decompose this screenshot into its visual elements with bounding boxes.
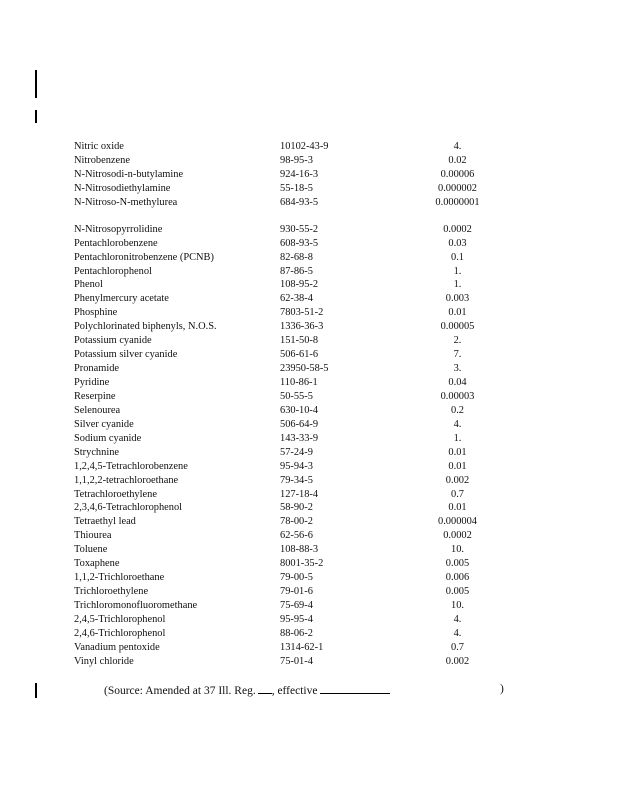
table-row — [74, 140, 514, 154]
concentration-value: 0.00003 — [440, 390, 475, 402]
table-row — [74, 446, 514, 460]
concentration-value: 4. — [453, 613, 462, 625]
cas-number: 1336-36-3 — [280, 321, 324, 333]
concentration-value: 10. — [451, 544, 464, 556]
cas-number: 57-24-9 — [280, 446, 313, 458]
chemical-name: Polychlorinated biphenyls, N.O.S. — [74, 321, 217, 333]
chemical-name: Silver cyanide — [74, 418, 134, 430]
table-row — [74, 529, 514, 543]
concentration-value: 0.2 — [451, 404, 464, 416]
chemical-name: Phenol — [74, 279, 103, 291]
revision-bar — [35, 70, 37, 98]
table-row — [74, 404, 514, 418]
table-row — [74, 585, 514, 599]
cas-number: 7803-51-2 — [280, 307, 324, 319]
cas-number: 110-86-1 — [280, 377, 318, 388]
table-row — [74, 292, 514, 306]
table-row — [74, 501, 514, 515]
table-row — [74, 154, 514, 168]
chemical-name: 1,1,2,2-tetrachloroethane — [74, 474, 179, 486]
table-row — [74, 278, 514, 292]
concentration-value: 0.003 — [445, 293, 470, 305]
table-row — [74, 641, 514, 655]
chemical-name: 1,1,2-Trichloroethane — [74, 572, 165, 584]
chemical-name: Phosphine — [74, 307, 118, 319]
table-row — [74, 306, 514, 320]
table-row — [74, 571, 514, 585]
concentration-value: 0.04 — [448, 377, 467, 388]
table-row — [74, 488, 514, 502]
cas-number: 108-95-2 — [280, 279, 319, 291]
table-row — [74, 599, 514, 613]
chemical-name: 1,2,4,5-Tetrachlorobenzene — [74, 460, 188, 472]
source-close: ) — [500, 683, 504, 695]
chemical-name: N-Nitroso-N-methylurea — [74, 196, 178, 208]
concentration-value: 0.01 — [448, 502, 467, 514]
cas-number: 630-10-4 — [280, 404, 319, 416]
table-row — [74, 251, 514, 265]
chemical-name: Nitric oxide — [74, 141, 124, 152]
chemical-name: Reserpine — [74, 390, 116, 402]
table-row — [74, 432, 514, 446]
concentration-value: 0.00006 — [440, 168, 475, 180]
table-row — [74, 515, 514, 529]
cas-number: 684-93-5 — [280, 196, 319, 208]
table-row — [74, 613, 514, 627]
chemical-name: Potassium silver cyanide — [74, 349, 178, 361]
cas-number: 95-94-3 — [280, 460, 313, 472]
table-row — [74, 237, 514, 251]
chemical-name: Pronamide — [74, 363, 120, 375]
chemical-name: Pentachlorophenol — [74, 265, 152, 277]
chemical-name: Strychnine — [74, 446, 120, 458]
cas-number: 23950-58-5 — [280, 363, 329, 375]
concentration-value: 0.7 — [451, 488, 464, 500]
cas-number: 79-00-5 — [280, 572, 313, 584]
cas-number: 75-01-4 — [280, 655, 313, 667]
chemical-name: Sodium cyanide — [74, 432, 142, 444]
source-note — [104, 683, 504, 697]
table-row — [74, 348, 514, 362]
concentration-value: 0.01 — [448, 446, 467, 458]
chemical-name: Thiourea — [74, 530, 112, 542]
cas-number: 78-00-2 — [280, 516, 313, 528]
chemical-name: Potassium cyanide — [74, 335, 152, 347]
source-effective: , effective — [271, 685, 318, 697]
chemical-name: Trichloromonofluoromethane — [74, 600, 198, 611]
table-row — [74, 320, 514, 334]
chemical-name: Selenourea — [74, 404, 121, 416]
table-row — [74, 543, 514, 557]
table-row — [74, 265, 514, 279]
concentration-value: 0.002 — [445, 655, 470, 667]
chemical-table — [74, 140, 514, 669]
chemical-name: Vinyl chloride — [74, 655, 134, 667]
chemical-name: Tetraethyl lead — [74, 516, 136, 528]
concentration-value: 0.005 — [445, 558, 470, 570]
chemical-name: Pentachlorobenzene — [74, 237, 158, 249]
cas-number: 55-18-5 — [280, 182, 313, 194]
register-page-blank — [258, 683, 272, 694]
concentration-value: 0.005 — [445, 586, 470, 598]
effective-date-blank — [320, 683, 390, 694]
cas-number: 87-86-5 — [280, 265, 313, 277]
cas-number: 75-69-4 — [280, 600, 313, 611]
chemical-name: Pentachloronitrobenzene (PCNB) — [74, 251, 214, 263]
concentration-value: 4. — [453, 418, 462, 430]
concentration-value: 10. — [451, 600, 464, 611]
cas-number: 79-01-6 — [280, 586, 313, 598]
chemical-name: N-Nitrosodiethylamine — [74, 182, 171, 194]
table-row — [74, 557, 514, 571]
cas-number: 10102-43-9 — [280, 141, 329, 152]
concentration-value: 0.7 — [451, 641, 464, 653]
concentration-value: 0.002 — [445, 474, 470, 486]
concentration-value: 1. — [453, 279, 462, 291]
concentration-value: 0.02 — [448, 154, 467, 166]
cas-number: 8001-35-2 — [280, 558, 324, 570]
concentration-value: 0.1 — [451, 251, 464, 263]
table-row — [74, 418, 514, 432]
chemical-name: Toluene — [74, 544, 108, 556]
cas-number: 1314-62-1 — [280, 641, 324, 653]
concentration-value: 7. — [453, 349, 462, 361]
chemical-name: 2,4,6-Trichlorophenol — [74, 627, 166, 639]
cas-number: 506-61-6 — [280, 349, 319, 361]
cas-number: 98-95-3 — [280, 154, 313, 166]
cas-number: 151-50-8 — [280, 335, 319, 347]
cas-number: 62-38-4 — [280, 293, 313, 305]
cas-number: 143-33-9 — [280, 432, 319, 444]
concentration-value: 0.00005 — [440, 321, 475, 333]
chemical-name: Vanadium pentoxide — [74, 641, 160, 653]
cas-number: 127-18-4 — [280, 488, 319, 500]
concentration-value: 0.000004 — [438, 516, 477, 528]
chemical-name: Phenylmercury acetate — [74, 293, 169, 305]
table-row — [74, 362, 514, 376]
concentration-value: 0.03 — [448, 237, 467, 249]
revision-bar — [35, 110, 37, 123]
row-spacer — [74, 210, 514, 223]
cas-number: 79-34-5 — [280, 474, 313, 486]
cas-number: 88-06-2 — [280, 627, 313, 639]
table-row — [74, 168, 514, 182]
cas-number: 82-68-8 — [280, 251, 313, 263]
table-row — [74, 627, 514, 641]
concentration-value: 4. — [453, 141, 462, 152]
table-row — [74, 376, 514, 390]
chemical-name: Toxaphene — [74, 558, 120, 570]
concentration-value: 0.0000001 — [435, 196, 480, 208]
chemical-name: Trichloroethylene — [74, 586, 149, 598]
cas-number: 506-64-9 — [280, 418, 319, 430]
table-row — [74, 334, 514, 348]
chemical-name: N-Nitrosodi-n-butylamine — [74, 168, 184, 180]
concentration-value: 4. — [453, 627, 462, 639]
cas-number: 50-55-5 — [280, 390, 313, 402]
concentration-value: 1. — [453, 265, 462, 277]
table-row — [74, 655, 514, 669]
cas-number: 108-88-3 — [280, 544, 319, 556]
chemical-name: N-Nitrosopyrrolidine — [74, 223, 163, 235]
table-row — [74, 196, 514, 210]
concentration-value: 0.0002 — [443, 530, 472, 542]
concentration-value: 1. — [453, 432, 462, 444]
concentration-value: 0.01 — [448, 460, 467, 472]
table-row — [74, 460, 514, 474]
cas-number: 62-56-6 — [280, 530, 313, 542]
concentration-value: 0.006 — [445, 572, 470, 584]
source-prefix: (Source: Amended at 37 Ill. Reg. — [104, 685, 256, 697]
chemical-name: Pyridine — [74, 377, 110, 388]
table-row — [74, 182, 514, 196]
cas-number: 58-90-2 — [280, 502, 313, 514]
revision-bar — [35, 683, 37, 698]
cas-number: 95-95-4 — [280, 613, 313, 625]
table-row — [74, 474, 514, 488]
concentration-value: 0.01 — [448, 307, 467, 319]
table-row — [74, 223, 514, 237]
chemical-name: 2,4,5-Trichlorophenol — [74, 613, 166, 625]
concentration-value: 0.0002 — [443, 223, 472, 235]
cas-number: 924-16-3 — [280, 168, 319, 180]
concentration-value: 2. — [453, 335, 462, 347]
concentration-value: 3. — [453, 363, 462, 375]
cas-number: 930-55-2 — [280, 223, 319, 235]
concentration-value: 0.000002 — [438, 182, 477, 194]
table-row — [74, 390, 514, 404]
chemical-name: Tetrachloroethylene — [74, 488, 157, 500]
chemical-name: 2,3,4,6-Tetrachlorophenol — [74, 502, 183, 514]
cas-number: 608-93-5 — [280, 237, 319, 249]
chemical-name: Nitrobenzene — [74, 154, 130, 166]
